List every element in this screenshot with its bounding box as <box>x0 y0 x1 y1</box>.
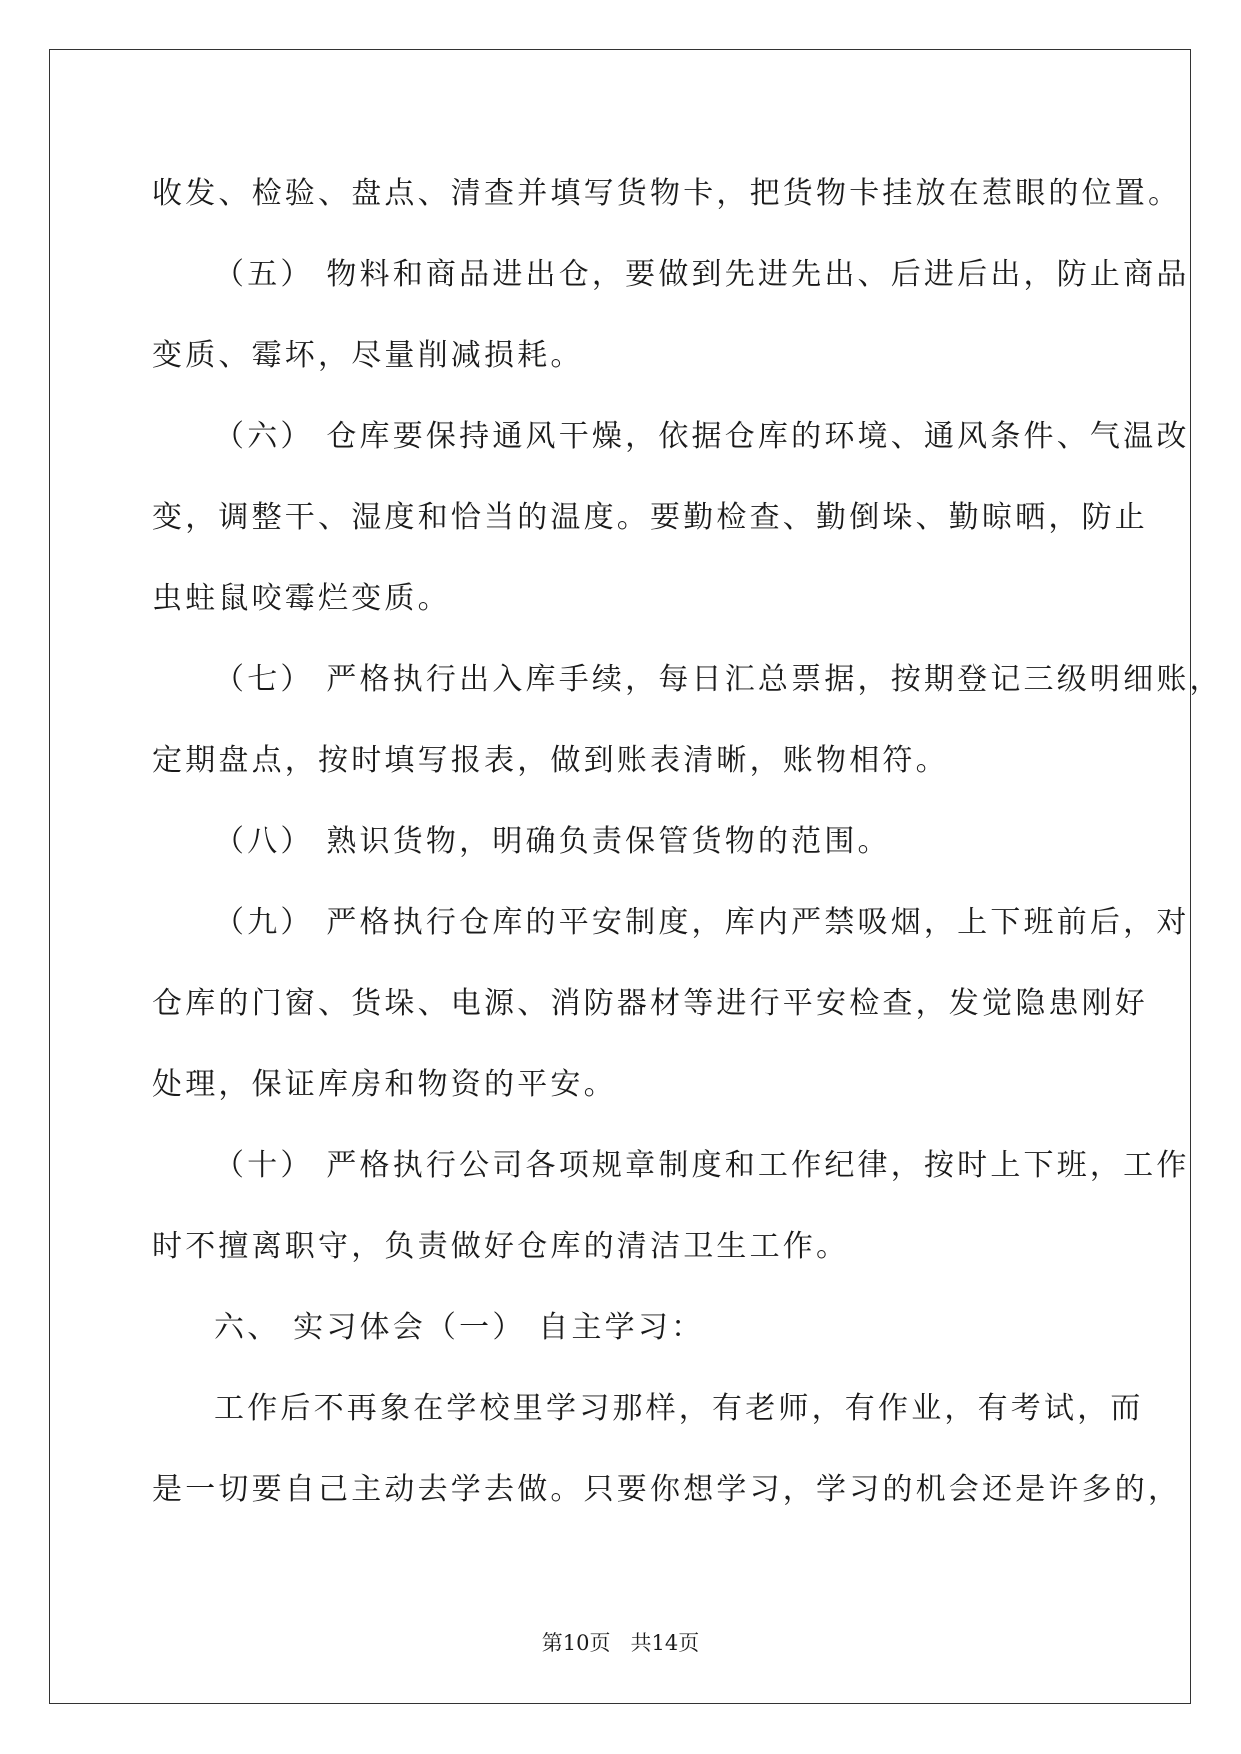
paragraph-line: 工作后不再象在学校里学习那样，有老师，有作业，有考试，而 <box>214 1391 1144 1426</box>
paragraph-line: （九） 严格执行仓库的平安制度，库内严禁吸烟，上下班前后，对 <box>214 905 1190 940</box>
paragraph-line: （七） 严格执行出入库手续，每日汇总票据，按期登记三级明细账， <box>214 662 1223 697</box>
paragraph-line: （六） 仓库要保持通风干燥，依据仓库的环境、通风条件、气温改 <box>214 419 1190 454</box>
paragraph-line: （十） 严格执行公司各项规章制度和工作纪律，按时上下班，工作 <box>214 1148 1190 1183</box>
paragraph-line: 虫蛀鼠咬霉烂变质。 <box>152 581 451 616</box>
paragraph-line: （八） 熟识货物，明确负责保管货物的范围。 <box>214 824 891 859</box>
page-footer <box>0 1627 1241 1657</box>
document-body <box>152 172 1223 1549</box>
paragraph-line: 时不擅离职守，负责做好仓库的清洁卫生工作。 <box>152 1229 850 1264</box>
paragraph-line: 变，调整干、湿度和恰当的温度。要勤检查、勤倒垛、勤晾晒，防止 <box>152 500 1148 535</box>
page-number: 第10页 <box>541 1631 611 1655</box>
paragraph-line: （五） 物料和商品进出仓，要做到先进先出、后进后出，防止商品 <box>214 257 1190 292</box>
paragraph-line: 仓库的门窗、货垛、电源、消防器材等进行平安检查，发觉隐患刚好 <box>152 986 1148 1021</box>
paragraph-line: 收发、检验、盘点、清查并填写货物卡，把货物卡挂放在惹眼的位置。 <box>152 176 1182 211</box>
page-total: 共14页 <box>630 1631 700 1655</box>
paragraph-line: 变质、霉坏，尽量削减损耗。 <box>152 338 584 373</box>
paragraph-line: 处理，保证库房和物资的平安。 <box>152 1067 617 1102</box>
section-heading-line: 六、 实习体会（一） 自主学习： <box>214 1310 705 1345</box>
paragraph-line: 是一切要自己主动去学去做。只要你想学习，学习的机会还是许多的， <box>152 1472 1182 1507</box>
paragraph-line: 定期盘点，按时填写报表，做到账表清晰，账物相符。 <box>152 743 949 778</box>
